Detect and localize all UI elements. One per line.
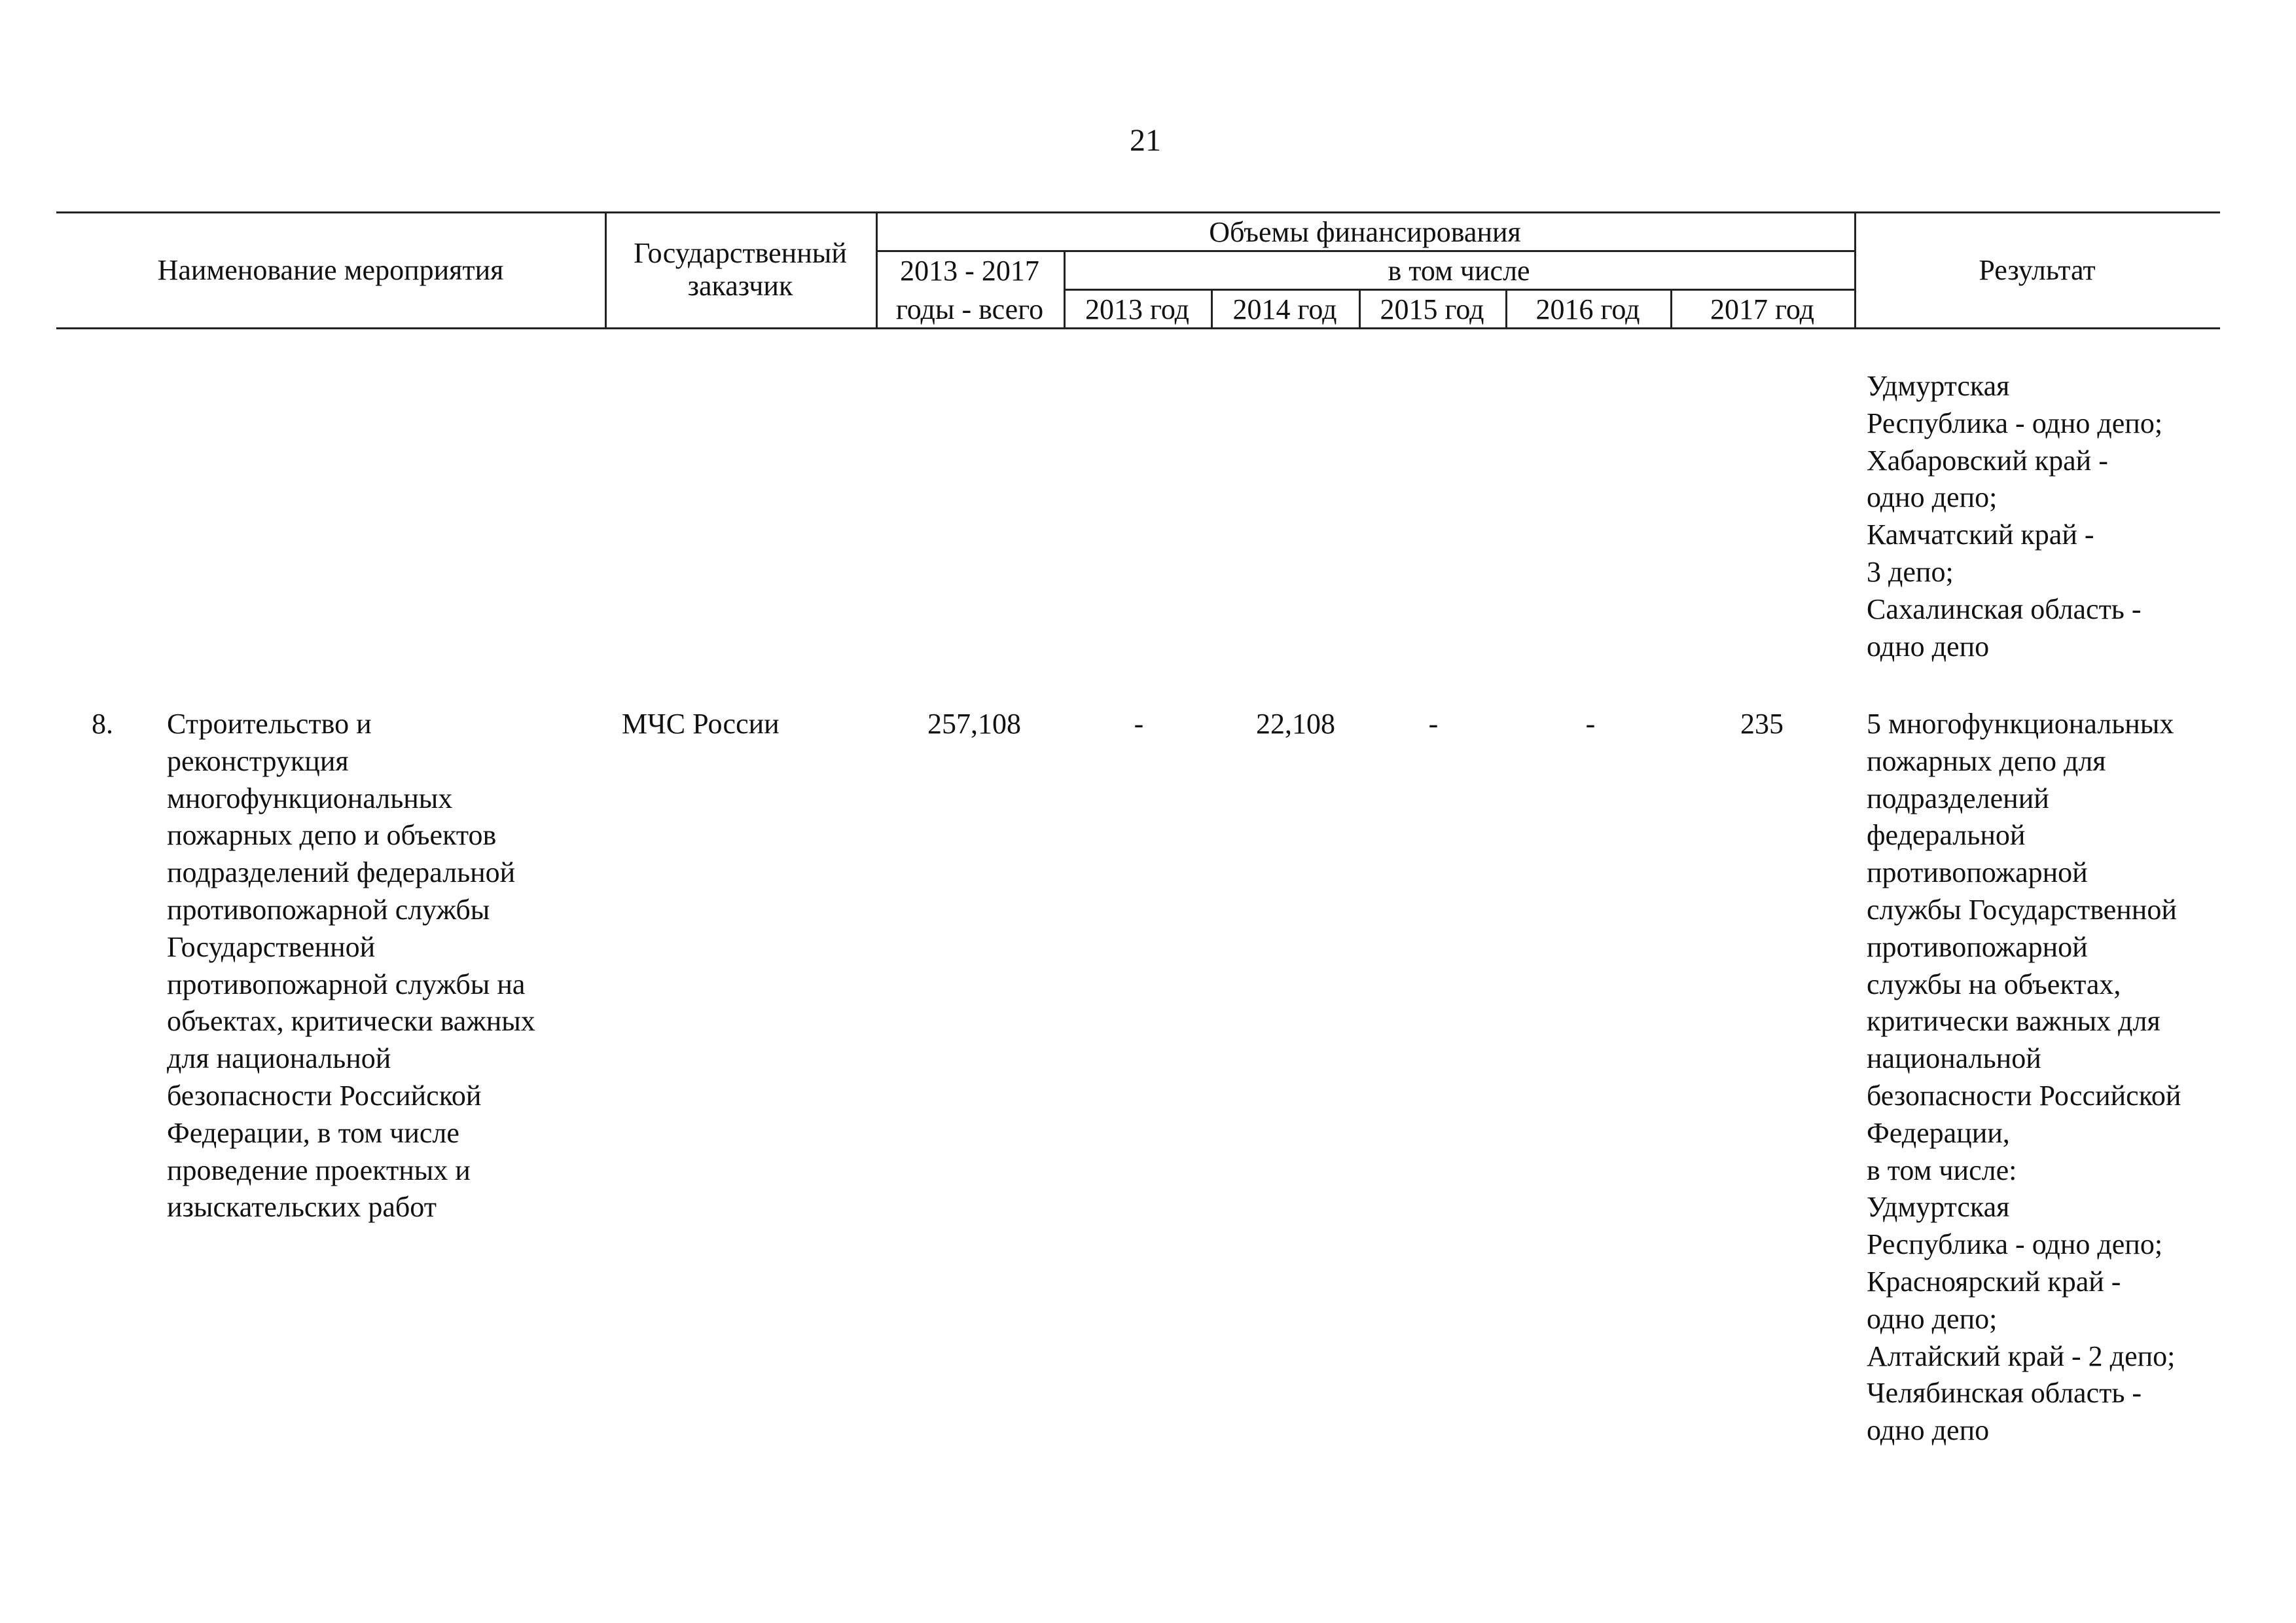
row-result-line: Красноярский край - — [1867, 1265, 2121, 1298]
continuation-result-line: одно депо — [1867, 630, 1990, 663]
row-result-line: Федерации, — [1867, 1116, 2010, 1149]
row-name-line: объектах, критически важных — [167, 1005, 535, 1038]
row-name-line: проведение проектных и — [167, 1154, 471, 1186]
continuation-result-line: Сахалинская область - — [1867, 593, 2142, 625]
row-result-line: пожарных депо для — [1867, 744, 2106, 777]
header-rule-including — [1064, 289, 1854, 291]
row-name-line: пожарных депо и объектов — [167, 819, 497, 852]
row-name-line: противопожарной службы на — [167, 968, 526, 1000]
header-funding: Объемы финансирования — [1209, 216, 1521, 248]
header-rule-funding — [876, 250, 1854, 252]
header-year-2017: 2017 год — [1710, 293, 1815, 325]
header-year-2015: 2015 год — [1380, 293, 1484, 325]
continuation-result-line: Республика - одно депо; — [1867, 407, 2163, 439]
header-year-2014: 2014 год — [1232, 293, 1337, 325]
row-result-line: национальной — [1867, 1042, 2041, 1075]
row-name-line: Федерации, в том числе — [167, 1116, 459, 1149]
header-customer: Государственный заказчик — [634, 237, 847, 302]
row-result-line: Республика - одно депо; — [1867, 1228, 2163, 1261]
row-result-line: федеральной — [1867, 819, 2026, 852]
row-name — [167, 706, 535, 1226]
continuation-result — [1867, 368, 2162, 665]
row-name-line: для национальной — [167, 1042, 391, 1075]
row-result — [1867, 706, 2181, 1450]
header-bottom-rule — [56, 327, 2220, 329]
row-name-line: многофункциональных — [167, 782, 453, 814]
row-name-line: изыскательских работ — [167, 1191, 437, 1224]
row-number: 8. — [92, 708, 113, 740]
row-result-line: службы Государственной — [1867, 893, 2177, 926]
row-name-line: безопасности Российской — [167, 1079, 482, 1112]
header-top-rule — [56, 211, 2220, 213]
header-total-label: годы - всего — [895, 293, 1044, 325]
row-name-line: Строительство и — [167, 708, 372, 740]
row-result-line: Челябинская область - — [1867, 1377, 2142, 1410]
row-result-line: безопасности Российской — [1867, 1079, 2181, 1112]
header-name: Наименование мероприятия — [157, 254, 504, 286]
row-result-line: противопожарной — [1867, 856, 2088, 889]
row-total: 257,108 — [927, 708, 1021, 740]
row-result-line: 5 многофункциональных — [1867, 708, 2174, 740]
row-result-line: одно депо — [1867, 1414, 1990, 1447]
continuation-result-line: Камчатский край - — [1867, 519, 2094, 551]
continuation-result-line: Хабаровский край - — [1867, 444, 2108, 477]
header-result: Результат — [1979, 254, 2096, 286]
row-result-line: подразделений — [1867, 782, 2049, 814]
header-year-2013: 2013 год — [1085, 293, 1190, 325]
continuation-result-line: Удмуртская — [1867, 370, 2010, 402]
row-name-line: Государственной — [167, 930, 376, 963]
row-name-line: противопожарной службы — [167, 893, 490, 926]
row-2017: 235 — [1740, 708, 1784, 740]
row-2013: - — [1134, 708, 1144, 740]
header-including: в том числе — [1388, 255, 1530, 287]
row-result-line: службы на объектах, — [1867, 968, 2121, 1000]
row-2016: - — [1585, 708, 1596, 740]
header-total-period: 2013 - 2017 — [900, 255, 1039, 287]
header-year-2016: 2016 год — [1535, 293, 1640, 325]
row-customer: МЧС России — [622, 708, 780, 740]
page-number: 21 — [1130, 123, 1161, 158]
row-result-line: Алтайский край - 2 депо; — [1867, 1340, 2176, 1372]
row-2014: 22,108 — [1256, 708, 1335, 740]
row-2015: - — [1428, 708, 1439, 740]
row-result-line: в том числе: — [1867, 1154, 2017, 1186]
row-result-line: критически важных для — [1867, 1005, 2161, 1038]
row-name-line: реконструкция — [167, 744, 349, 777]
continuation-result-line: 3 депо; — [1867, 555, 1954, 588]
row-result-line: одно депо; — [1867, 1302, 1998, 1335]
row-name-line: подразделений федеральной — [167, 856, 516, 889]
continuation-result-line: одно депо; — [1867, 481, 1998, 514]
row-result-line: противопожарной — [1867, 930, 2088, 963]
row-result-line: Удмуртская — [1867, 1191, 2010, 1224]
